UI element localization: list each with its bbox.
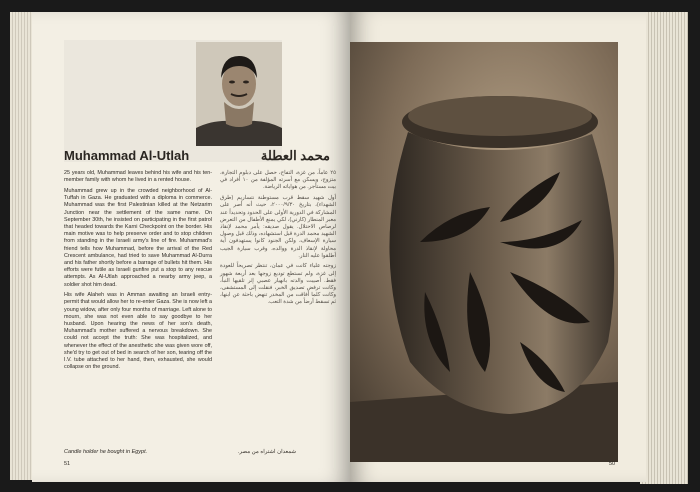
portrait-panel bbox=[64, 40, 282, 162]
bio-paragraph: Muhammad grew up in the crowded neighborhood of Al-Tuffah in Gaza. He graduated with a diploma in commerce. Muhammad was the first Palestinian killed at the Netzarim Junction near the settlement of the same name. On September 30th, he insisted on participating in the first patrol that headed towards the Karni Checkpoint on the border. His main motive was to help preserve order and to stop children from standing in the Israeli army's line of fire. Muhammad's friend tells how Muhammad, before the arrival of the Red Crescent ambulance, had tried to save Muhammad Al-Durra and his father shortly before a barrage of bullets hit them. His efforts were futile as Israeli gunfire put a stop to any rescue attempts. As Al-Utlah approached a nearby army jeep, a soldier shot him dead. bbox=[64, 187, 212, 288]
bio-paragraph: 25 years old, Muhammad leaves behind his wife and his ten-member family with whom he lived in a rented house. bbox=[64, 170, 212, 184]
name-title-arabic: محمد العطلة bbox=[260, 148, 330, 163]
page-number-left: 51 bbox=[64, 461, 71, 467]
right-page bbox=[350, 12, 646, 482]
bio-paragraph-arabic: أول شهيد سقط قرب مستوطنة نتساريم (طرق الشهداء)، بتاريخ ٢٠٠٠/٩/٣٠، حيث أنه أصر على المشاركة في الدورية الأولى على الحدود وتحديداً عند معبر المنطار (كارني)، لكي يمنع الأطفال من التعرض لرصاص الاحتلال. يقول صديقه: يأمر محمد لإنقاذ الشهيد محمد الدرة قبل استشهاده، وذلك قبل وصول سيارة الإسعاف، ولكن الجنود كانوا يستهدفون أية محاولة لإنقاذ الدرة ووالده، وقرب سيارة الجيب أطلقوا عليه النار. bbox=[220, 195, 336, 259]
biography-english bbox=[64, 170, 212, 375]
candle-holder-photo bbox=[350, 42, 618, 462]
name-title-english: Muhammad Al-Utlah bbox=[64, 148, 190, 163]
biography-arabic bbox=[220, 170, 336, 310]
left-page bbox=[32, 12, 350, 482]
page-edges-right bbox=[640, 12, 688, 484]
photo-caption-english: Candle holder he bought in Egypt. bbox=[64, 449, 148, 455]
bio-paragraph-arabic: ٢٥ عاماً، من غزة، التفاح، حصل على دبلوم التجارة، متزوج، ويسكن مع أسرته المؤلفة من ١٠ أفراد في بيت مستأجر. من هواياته الرياضة. bbox=[220, 170, 337, 191]
page-number-right: 50 bbox=[609, 461, 616, 467]
bio-paragraph-arabic: زوجته علياء كانت في عمان، تنتظر تصريحاً للعودة إلى غزة، ولم تستطع توديع زوجها بعد أربعة شهور فقط. أصيبت والدته بانهيار عصبي إثر تلقيها النبأ، وكانت ترفض تصديق الخبر، فنقلت إلى المستشفى، وكانت كلما أفاقت من المخدر تنهض باحثة عن ابنها، ثم تسقط أرضاً من شدة التعب. bbox=[220, 263, 336, 306]
photo-caption-arabic: شمعدان اشتراه من مصر. bbox=[237, 449, 296, 455]
bio-paragraph: His wife Alaheh was in Amman awaiting an Israeli entry-permit that would allow her to re-enter Gaza. She is now left a young widow, after only four months of marriage. Left alone to mourn, she was not even able to say goodbye to her husband. Upon hearing the news of her son's death, Muhammad's mother suffered a nervous breakdown. She could not accept the truth: She was hospitalized, and whenever the effect of the anesthetic she was given wore off, she'd try to get out of bed in search of her son, tearing off the I.V. tube attached to her hand, then, exhausted, she would collapse on the ground. bbox=[64, 292, 212, 371]
portrait-photo bbox=[196, 42, 282, 146]
